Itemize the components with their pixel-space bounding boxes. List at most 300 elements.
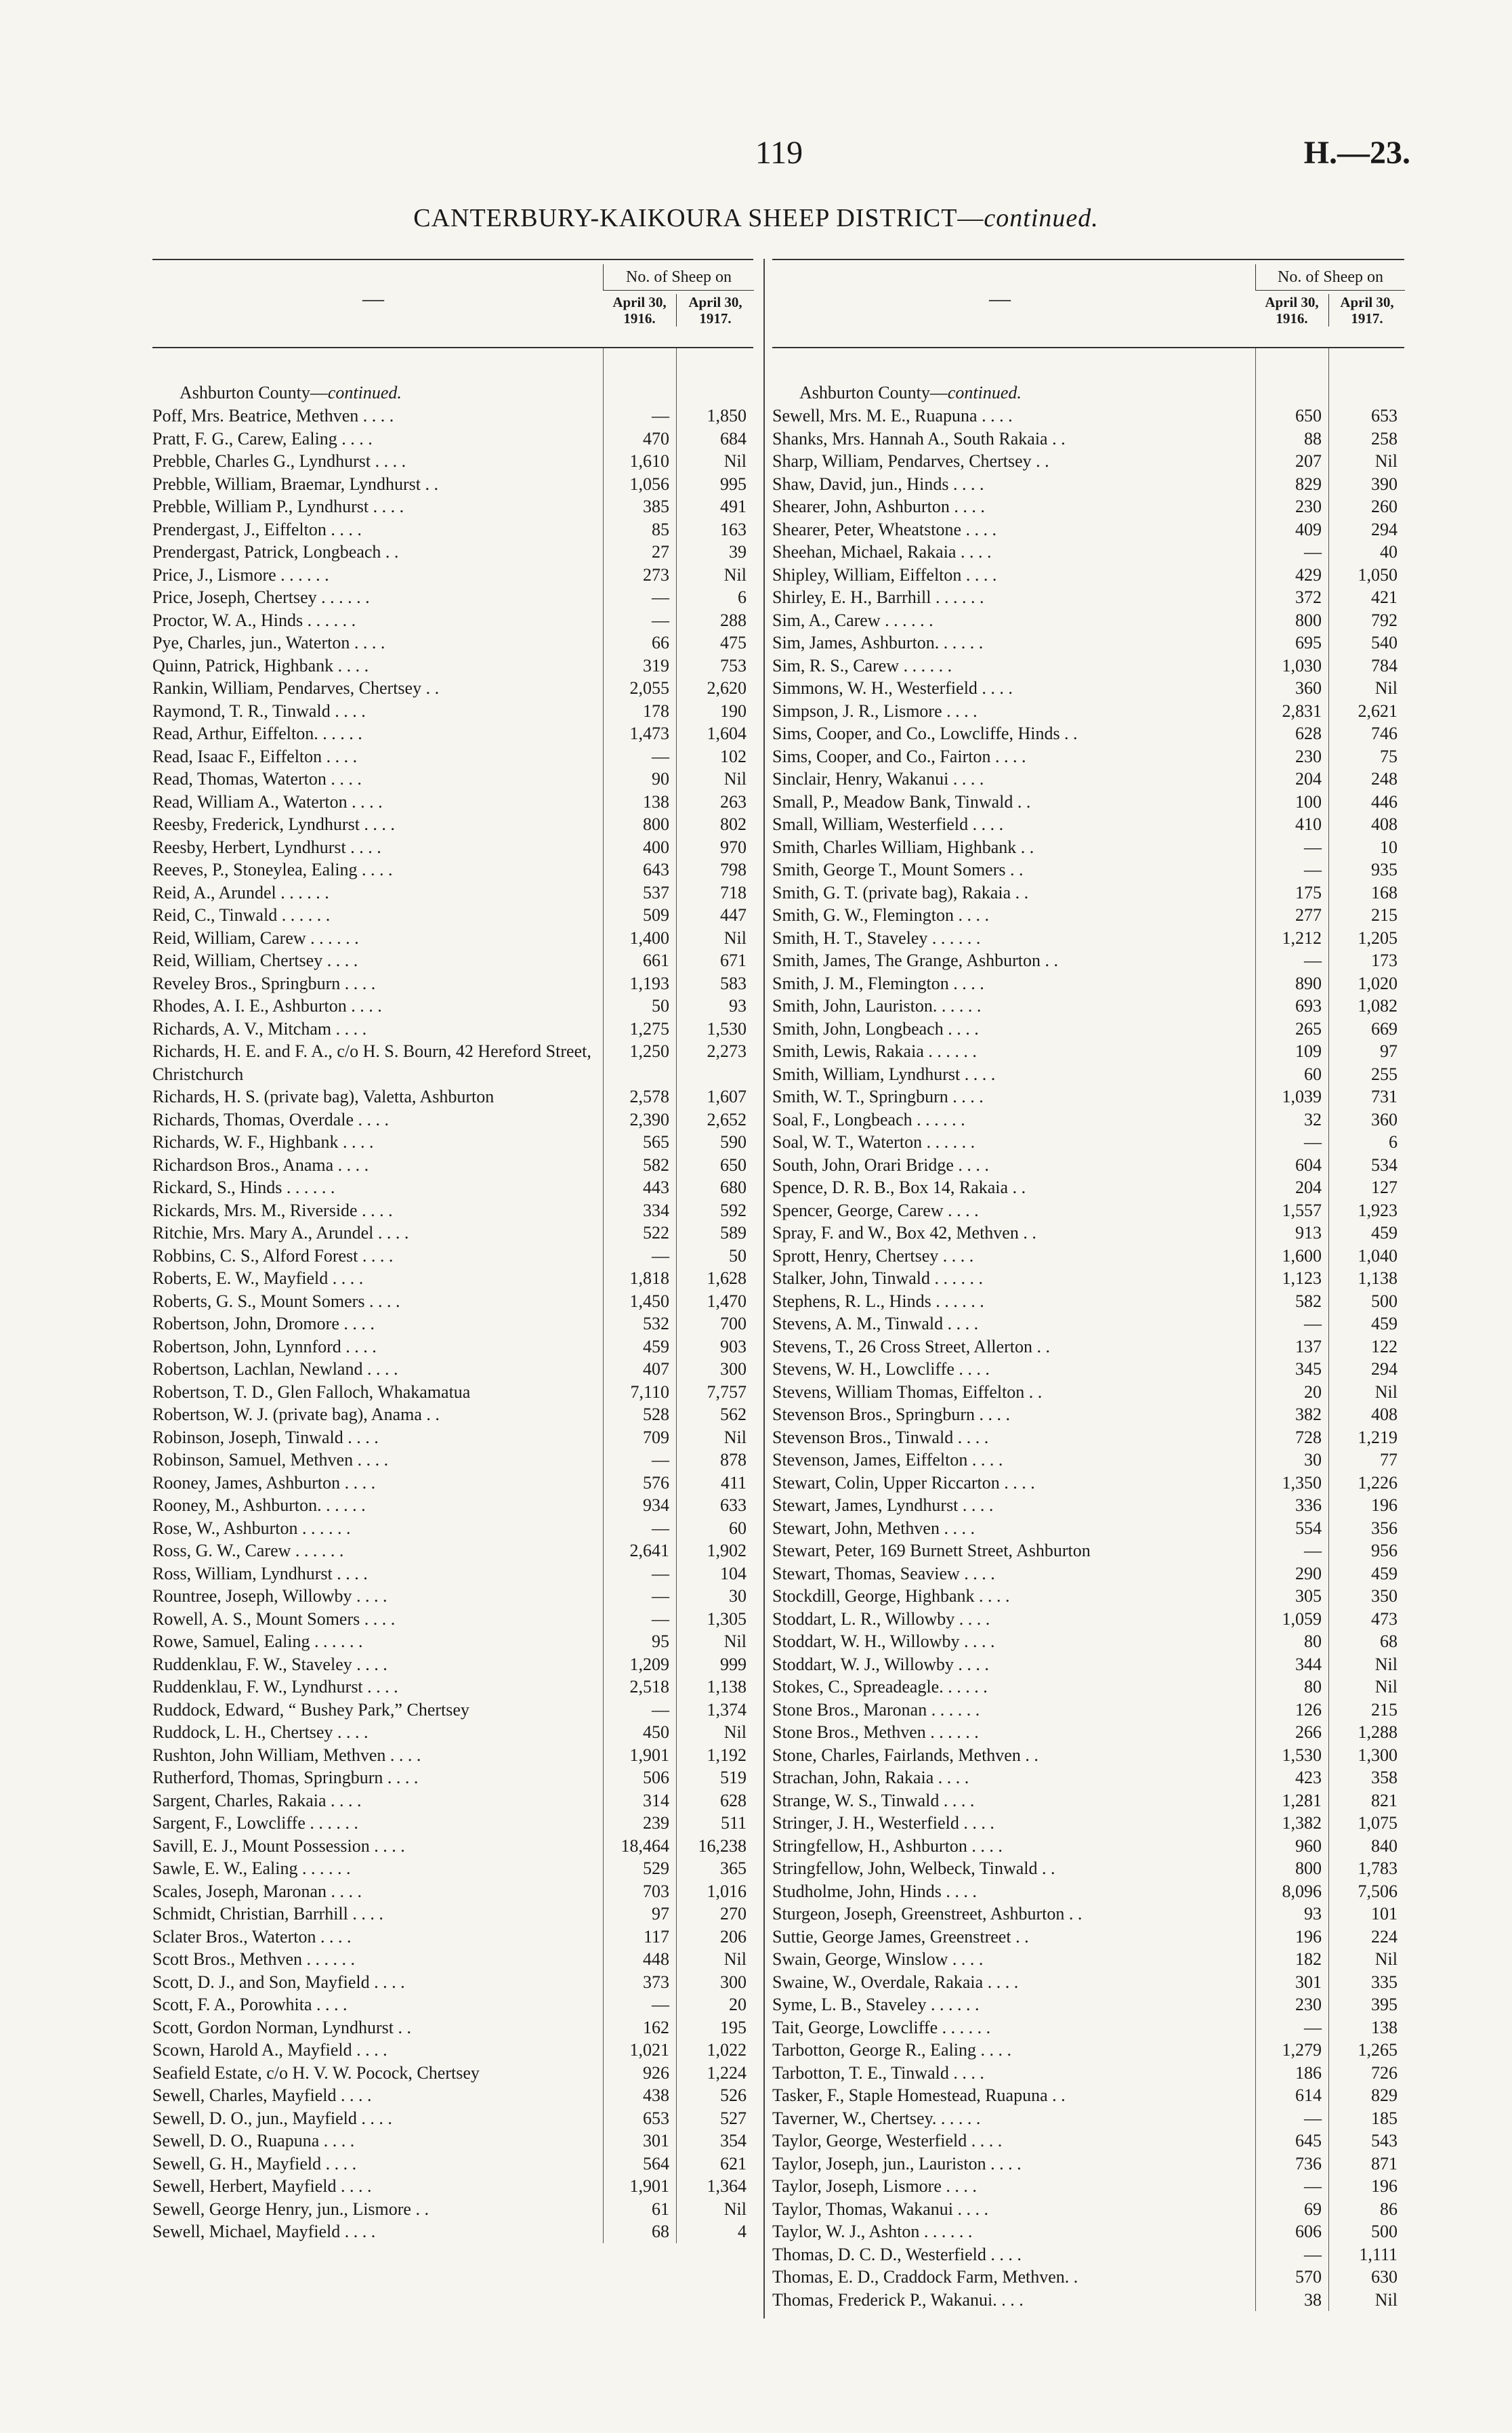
table-row <box>152 1608 753 1631</box>
sheep-1916: 1,901 <box>629 2176 669 2196</box>
sheep-1916: 661 <box>643 951 669 970</box>
column-divider <box>763 259 765 2318</box>
table-row <box>152 881 753 904</box>
sheep-1917: 999 <box>720 1654 747 1674</box>
table-row <box>772 813 1404 836</box>
table-row <box>152 1199 753 1222</box>
table-row <box>772 2153 1404 2176</box>
table-header <box>152 259 753 348</box>
sheep-1916: 207 <box>1295 451 1322 471</box>
owner-name: Smith, George T., Mount Somers . . <box>772 860 1024 879</box>
header-dash: — <box>362 286 384 310</box>
owner-name: Sargent, F., Lowcliffe . . . . . . <box>152 1813 358 1833</box>
sheep-1916: 1,212 <box>1282 928 1322 948</box>
owner-name: Sewell, Mrs. M. E., Ruapuna . . . . <box>772 406 1013 425</box>
owner-name: Stevenson Bros., Tinwald . . . . <box>772 1427 989 1447</box>
sheep-1917: 101 <box>1371 1904 1398 1923</box>
sheep-1917: 390 <box>1371 474 1398 494</box>
sheep-1916: 30 <box>1304 1450 1322 1470</box>
sheep-1917: Nil <box>1374 451 1398 471</box>
owner-name: Richards, H. S. (private bag), Valetta, Ashburton <box>152 1087 495 1106</box>
table-row <box>772 1562 1404 1585</box>
owner-name: Smith, John, Lauriston. . . . . . <box>772 996 982 1016</box>
owner-name: Sim, A., Carew . . . . . . <box>772 610 933 630</box>
sheep-1917: 903 <box>720 1336 747 1356</box>
sheep-1916: 100 <box>1295 791 1322 812</box>
sheep-1917: 206 <box>720 1926 747 1947</box>
sheep-1917: 1,530 <box>707 1018 747 1039</box>
sheep-1916: 926 <box>643 2062 669 2083</box>
sheep-1917: 829 <box>1371 2085 1398 2105</box>
county-continued: continued. <box>947 383 1022 402</box>
table-row <box>772 1948 1404 1971</box>
sheep-1917: Nil <box>723 2199 747 2219</box>
owner-name: Reeves, P., Stoneylea, Ealing . . . . <box>152 860 393 879</box>
sheep-1917: 718 <box>720 882 747 902</box>
sheep-1916: 443 <box>643 1178 669 1197</box>
sheep-1917: 956 <box>1371 1541 1398 1560</box>
table-row <box>152 473 753 496</box>
table-row <box>772 2107 1404 2130</box>
table-row <box>152 722 753 745</box>
sheep-1917: 1,205 <box>1358 928 1398 948</box>
sheep-1916: 650 <box>1295 406 1322 425</box>
sheep-1916: 196 <box>1295 1926 1322 1947</box>
owner-name: Sinclair, Henry, Wakanui . . . . <box>772 769 984 789</box>
sheep-1917: 7,757 <box>707 1381 747 1402</box>
county-continued: continued. <box>327 383 402 402</box>
sheep-1917: 248 <box>1371 769 1398 789</box>
table-row <box>152 564 753 587</box>
table-row <box>152 791 753 814</box>
owner-name: Smith, G. T. (private bag), Rakaia . . <box>772 882 1029 902</box>
sheep-1916: 126 <box>1295 1699 1322 1720</box>
sheep-1917: 408 <box>1371 1405 1398 1424</box>
sheep-1916: 38 <box>1304 2289 1322 2310</box>
table-row <box>152 1176 753 1199</box>
sheep-1917: Nil <box>1374 2289 1398 2310</box>
sheep-1917: 10 <box>1380 837 1398 857</box>
sheep-1916: 736 <box>1295 2153 1322 2174</box>
owner-name: Rhodes, A. I. E., Ashburton . . . . <box>152 996 382 1016</box>
sheep-1917: 173 <box>1371 951 1398 970</box>
owner-name: Ruddenklau, F. W., Staveley . . . . <box>152 1654 387 1674</box>
sheep-1916: 509 <box>643 905 669 925</box>
sheep-1917: 1,192 <box>707 1745 747 1765</box>
sheep-1916: 604 <box>1295 1155 1322 1175</box>
sheep-1916: 90 <box>652 769 669 789</box>
owner-name: Rankin, William, Pendarves, Chertsey . . <box>152 678 440 698</box>
sheep-1917: 163 <box>720 519 747 539</box>
table-row <box>152 858 753 881</box>
table-row <box>772 1018 1404 1041</box>
owner-name: Rushton, John William, Methven . . . . <box>152 1745 421 1765</box>
sheep-1917: 7,506 <box>1358 1881 1398 1901</box>
sheep-1916: 314 <box>643 1790 669 1810</box>
owner-name: Smith, H. T., Staveley . . . . . . <box>772 928 981 948</box>
owner-name: Sewell, D. O., Ruapuna . . . . <box>152 2131 355 2150</box>
sheep-1917: 527 <box>720 2108 747 2128</box>
table-row <box>152 836 753 859</box>
sheep-1917: 50 <box>729 1245 747 1266</box>
owner-name: Reid, William, Chertsey . . . . <box>152 951 358 970</box>
sheep-1916: — <box>652 1518 669 1538</box>
table-row <box>772 654 1404 678</box>
sheep-1916: 66 <box>652 633 669 652</box>
owner-name: Shipley, William, Eiffelton . . . . <box>772 564 997 585</box>
owner-name: Small, P., Meadow Bank, Tinwald . . <box>772 791 1031 812</box>
table-row <box>772 1154 1404 1177</box>
owner-name: Taylor, Joseph, jun., Lauriston . . . . <box>772 2153 1022 2174</box>
sheep-1917: 356 <box>1371 1518 1398 1538</box>
owner-name: South, John, Orari Bridge . . . . <box>772 1155 989 1175</box>
sheep-1916: 277 <box>1295 905 1322 925</box>
table-row <box>152 1108 753 1131</box>
table-row <box>152 428 753 451</box>
owner-name: Tait, George, Lowcliffe . . . . . . <box>772 2017 991 2037</box>
sheep-1916: 2,518 <box>629 1677 669 1697</box>
sheep-1917: 970 <box>720 837 747 857</box>
sheep-1917: 93 <box>729 996 747 1016</box>
table-row <box>772 1585 1404 1608</box>
sheep-1916: 2,578 <box>629 1087 669 1106</box>
sheep-1917: Nil <box>1374 1677 1398 1697</box>
table-row <box>152 995 753 1018</box>
owner-name: Sprott, Henry, Chertsey . . . . <box>772 1245 974 1266</box>
table-row <box>152 2175 753 2198</box>
table-row <box>772 404 1404 428</box>
owner-name: Scales, Joseph, Maronan . . . . <box>152 1881 362 1901</box>
sheep-1916: 528 <box>643 1405 669 1424</box>
header-date-1917: April 30, 1917. <box>676 294 754 327</box>
table-row <box>152 1948 753 1971</box>
table-row <box>772 473 1404 496</box>
sheep-1917: 2,621 <box>1358 701 1398 721</box>
sheep-1916: 438 <box>643 2085 669 2105</box>
owner-name: Smith, W. T., Springburn . . . . <box>772 1087 984 1106</box>
sheep-1917: 60 <box>729 1518 747 1538</box>
table-row <box>772 927 1404 950</box>
sheep-1917: 260 <box>1371 497 1398 516</box>
table-row <box>152 1494 753 1517</box>
sheep-1916: — <box>652 587 669 607</box>
table-row <box>772 1085 1404 1108</box>
sheep-1916: 1,193 <box>629 973 669 993</box>
sheep-1917: 1,050 <box>1358 564 1398 585</box>
table-row <box>152 1312 753 1335</box>
sheep-1917: 224 <box>1371 1926 1398 1947</box>
table-row <box>772 1290 1404 1313</box>
owner-name: Ross, G. W., Carew . . . . . . <box>152 1541 344 1560</box>
table-body <box>152 381 753 2243</box>
table-row <box>772 1676 1404 1699</box>
owner-name: Richards, A. V., Mitcham . . . . <box>152 1018 367 1039</box>
table-row <box>152 1040 753 1085</box>
sheep-1916: 1,059 <box>1282 1608 1322 1629</box>
owner-name: Reid, C., Tinwald . . . . . . <box>152 905 331 925</box>
owner-name: Smith, John, Longbeach . . . . <box>772 1018 979 1039</box>
owner-name: Ruddock, Edward, “ Bushey Park,” Chertsey <box>152 1699 469 1720</box>
sheep-1917: 1,607 <box>707 1087 747 1106</box>
sheep-1917: 459 <box>1371 1563 1398 1583</box>
sheep-1916: 653 <box>643 2108 669 2128</box>
sheep-1917: 1,305 <box>707 1608 747 1629</box>
owner-name: Taylor, W. J., Ashton . . . . . . <box>772 2222 973 2241</box>
owner-name: Smith, Lewis, Rakaia . . . . . . <box>772 1041 977 1061</box>
sheep-1917: 2,273 <box>707 1041 747 1061</box>
sheep-1917: Nil <box>723 1949 747 1969</box>
table-row <box>772 2129 1404 2153</box>
sheep-1917: 878 <box>720 1450 747 1470</box>
sheep-1916: 273 <box>643 564 669 585</box>
owner-name: Spray, F. and W., Box 42, Methven . . <box>772 1223 1036 1243</box>
table-row <box>772 1857 1404 1880</box>
table-row <box>772 1358 1404 1381</box>
sheep-1917: 590 <box>720 1132 747 1152</box>
sheep-1916: 800 <box>1295 610 1322 630</box>
table-row <box>152 949 753 972</box>
owner-name: Spence, D. R. B., Box 14, Rakaia . . <box>772 1178 1026 1197</box>
sheep-1916: 265 <box>1295 1018 1322 1039</box>
sheep-1917: 138 <box>1371 2017 1398 2037</box>
sheep-1917: 16,238 <box>698 1835 747 1856</box>
sheep-1916: 400 <box>643 837 669 857</box>
table-row <box>152 2153 753 2176</box>
owner-name: Strange, W. S., Tinwald . . . . <box>772 1790 975 1810</box>
sheep-1917: 2,652 <box>707 1109 747 1129</box>
table-row <box>152 927 753 950</box>
owner-name: Robinson, Samuel, Methven . . . . <box>152 1450 389 1470</box>
sheep-1916: 829 <box>1295 474 1322 494</box>
sheep-1916: 522 <box>643 1223 669 1243</box>
sheep-1917: 491 <box>720 497 747 516</box>
owner-name: Stalker, John, Tinwald . . . . . . <box>772 1268 983 1288</box>
right-column-table <box>772 259 1404 2311</box>
sheep-1916: 7,110 <box>630 1381 669 1402</box>
sheep-1917: 40 <box>1380 542 1398 562</box>
table-row <box>772 2062 1404 2085</box>
sheep-1916: 85 <box>652 519 669 539</box>
page-number: 119 <box>755 135 803 171</box>
table-row <box>152 1426 753 1449</box>
table-row <box>152 1403 753 1426</box>
owner-name: Simpson, J. R., Lismore . . . . <box>772 701 978 721</box>
sheep-1917: 1,111 <box>1359 2244 1398 2264</box>
table-row <box>152 904 753 927</box>
sheep-1917: 519 <box>720 1768 747 1787</box>
sheep-1917: 395 <box>1371 1995 1398 2014</box>
sheep-1917: 792 <box>1371 610 1398 630</box>
owner-name: Taverner, W., Chertsey. . . . . . <box>772 2108 981 2128</box>
county-heading <box>152 381 753 404</box>
table-row <box>152 518 753 541</box>
sheep-1916: — <box>1304 1314 1322 1333</box>
sheep-1917: 263 <box>720 791 747 812</box>
sheep-1917: 1,300 <box>1358 1745 1398 1765</box>
sheep-1917: 270 <box>720 1904 747 1923</box>
owner-name: Stone, Charles, Fairlands, Methven . . <box>772 1745 1038 1765</box>
owner-name: Scott, D. J., and Son, Mayfield . . . . <box>152 1972 405 1992</box>
sheep-1916: 703 <box>643 1881 669 1901</box>
table-row <box>152 2039 753 2062</box>
owner-name: Sheehan, Michael, Rakaia . . . . <box>772 542 992 562</box>
owner-name: Spencer, George, Carew . . . . <box>772 1200 979 1220</box>
table-row <box>772 1381 1404 1404</box>
table-row <box>772 495 1404 518</box>
sheep-1916: 470 <box>643 428 669 449</box>
sheep-1917: 20 <box>729 1995 747 2014</box>
sheep-1916: 450 <box>643 1722 669 1742</box>
table-row <box>772 1971 1404 1994</box>
owner-name: Stringer, J. H., Westerfield . . . . <box>772 1813 994 1833</box>
sheep-1916: — <box>1304 2176 1322 2196</box>
sheep-1917: 1,224 <box>707 2062 747 2083</box>
owner-name: Taylor, Joseph, Lismore . . . . <box>772 2176 977 2196</box>
owner-name: Soal, W. T., Waterton . . . . . . <box>772 1132 975 1152</box>
table-row <box>772 1449 1404 1472</box>
sheep-1917: 784 <box>1371 655 1398 675</box>
owner-name: Price, Joseph, Chertsey . . . . . . <box>152 587 370 607</box>
sheep-1916: 1,610 <box>629 451 669 471</box>
owner-name: Stringfellow, John, Welbeck, Tinwald . . <box>772 1858 1055 1878</box>
header-date-1917: April 30, 1917. <box>1328 294 1405 327</box>
sheep-1916: 1,279 <box>1282 2040 1322 2060</box>
sheep-1916: 109 <box>1295 1041 1322 1061</box>
header-date-1916: April 30, 1916. <box>1265 294 1319 327</box>
sheep-1916: 301 <box>1295 1972 1322 1992</box>
table-row <box>152 1335 753 1358</box>
sheep-1916: 576 <box>643 1472 669 1493</box>
sheep-1916: 2,390 <box>629 1109 669 1129</box>
owner-name: Seafield Estate, c/o H. V. W. Pocock, Chertsey <box>152 2062 480 2083</box>
sheep-1917: 633 <box>720 1495 747 1515</box>
table-row <box>152 2016 753 2039</box>
sheep-1916: 373 <box>643 1972 669 1992</box>
sheep-1916: — <box>652 1586 669 1606</box>
table-row <box>772 881 1404 904</box>
owner-name: Shearer, John, Ashburton . . . . <box>772 497 985 516</box>
table-row <box>772 2084 1404 2107</box>
sheep-1916: 137 <box>1295 1336 1322 1356</box>
owner-name: Sharp, William, Pendarves, Chertsey . . <box>772 451 1049 471</box>
sheep-1917: 300 <box>720 1972 747 1992</box>
title-main: CANTERBURY-KAIKOURA SHEEP DISTRICT— <box>413 204 984 232</box>
sheep-1916: — <box>1304 2108 1322 2128</box>
table-row <box>772 1312 1404 1335</box>
table-row <box>772 1494 1404 1517</box>
owner-name: Robertson, John, Dromore . . . . <box>152 1314 375 1333</box>
owner-name: Smith, G. W., Flemington . . . . <box>772 905 989 925</box>
owner-name: Taylor, Thomas, Wakanui . . . . <box>772 2199 989 2219</box>
table-row <box>152 1245 753 1268</box>
sheep-1917: 995 <box>720 474 747 494</box>
sheep-1917: 543 <box>1371 2131 1398 2150</box>
table-row <box>772 1630 1404 1653</box>
owner-name: Richards, W. F., Highbank . . . . <box>152 1132 374 1152</box>
sheep-1916: — <box>652 406 669 425</box>
sheep-1917: 2,620 <box>707 678 747 698</box>
sheep-1916: 1,281 <box>1282 1790 1322 1810</box>
owner-name: Reid, William, Carew . . . . . . <box>152 928 359 948</box>
table-row <box>152 1018 753 1041</box>
sheep-1916: 628 <box>1295 724 1322 743</box>
owner-name: Smith, J. M., Flemington . . . . <box>772 973 984 993</box>
table-row <box>772 1835 1404 1858</box>
sheep-1916: 582 <box>643 1155 669 1175</box>
sheep-1917: Nil <box>723 1631 747 1651</box>
sheep-1917: 1,040 <box>1358 1245 1398 1266</box>
owner-name: Swaine, W., Overdale, Rakaia . . . . <box>772 1972 1019 1992</box>
sheep-1917: 628 <box>720 1790 747 1810</box>
sheep-1917: 6 <box>1389 1132 1398 1152</box>
sheep-1916: 50 <box>652 996 669 1016</box>
table-row <box>772 450 1404 473</box>
sheep-1916: 570 <box>1295 2267 1322 2287</box>
sheep-1917: 190 <box>720 701 747 721</box>
county-name: Ashburton County— <box>180 383 328 402</box>
table-row <box>152 1744 753 1767</box>
sheep-1916: 178 <box>643 701 669 721</box>
table-row <box>152 1971 753 1994</box>
owner-name: Roberts, G. S., Mount Somers . . . . <box>152 1291 400 1311</box>
table-row <box>772 722 1404 745</box>
owner-name: Sargent, Charles, Rakaia . . . . <box>152 1790 362 1810</box>
sheep-1916: 532 <box>643 1314 669 1333</box>
sheep-1917: 30 <box>729 1586 747 1606</box>
sheep-1916: 334 <box>643 1200 669 1220</box>
sheep-1916: 913 <box>1295 1223 1322 1243</box>
table-row <box>152 1835 753 1858</box>
sheep-1916: 372 <box>1295 587 1322 607</box>
owner-name: Schmidt, Christian, Barrhill . . . . <box>152 1904 383 1923</box>
sheep-1917: 583 <box>720 973 747 993</box>
sheep-1917: 196 <box>1371 1495 1398 1515</box>
sheep-1916: — <box>652 1995 669 2014</box>
owner-name: Strachan, John, Rakaia . . . . <box>772 1768 969 1787</box>
table-row <box>772 2220 1404 2243</box>
table-row <box>772 1766 1404 1789</box>
sheep-1916: 204 <box>1295 1178 1322 1197</box>
sheep-1917: 294 <box>1371 1359 1398 1379</box>
sheep-1917: 534 <box>1371 1155 1398 1175</box>
sheep-1917: 86 <box>1380 2199 1398 2219</box>
table-row <box>772 1653 1404 1676</box>
owner-name: Reveley Bros., Springburn . . . . <box>152 973 376 993</box>
owner-name: Sewell, Herbert, Mayfield . . . . <box>152 2176 372 2196</box>
sheep-1917: 300 <box>720 1359 747 1379</box>
owner-name: Richards, H. E. and F. A., c/o H. S. Bourn, 42 Hereford Street, Christchurch <box>152 1041 591 1084</box>
table-row <box>772 1245 1404 1268</box>
owner-name: Stevenson, James, Eiffelton . . . . <box>772 1450 1003 1470</box>
sheep-1916: 407 <box>643 1359 669 1379</box>
sheep-1916: 2,831 <box>1282 701 1322 721</box>
sheep-1917: Nil <box>723 451 747 471</box>
sheep-1916: 95 <box>652 1631 669 1651</box>
header-dash: — <box>989 286 1011 310</box>
sheep-1916: 1,901 <box>629 1745 669 1765</box>
sheep-1916: 182 <box>1295 1949 1322 1969</box>
owner-name: Poff, Mrs. Beatrice, Methven . . . . <box>152 406 394 425</box>
table-row <box>152 1539 753 1562</box>
sheep-1916: 890 <box>1295 973 1322 993</box>
sheep-1917: 365 <box>720 1858 747 1878</box>
owner-name: Robinson, Joseph, Tinwald . . . . <box>152 1427 379 1447</box>
sheep-1916: 1,600 <box>1282 1245 1322 1266</box>
owner-name: Read, Arthur, Eiffelton. . . . . . <box>152 724 362 743</box>
owner-name: Rickards, Mrs. M., Riverside . . . . <box>152 1200 393 1220</box>
sheep-1916: 554 <box>1295 1518 1322 1538</box>
owner-name: Prebble, Charles G., Lyndhurst . . . . <box>152 451 406 471</box>
